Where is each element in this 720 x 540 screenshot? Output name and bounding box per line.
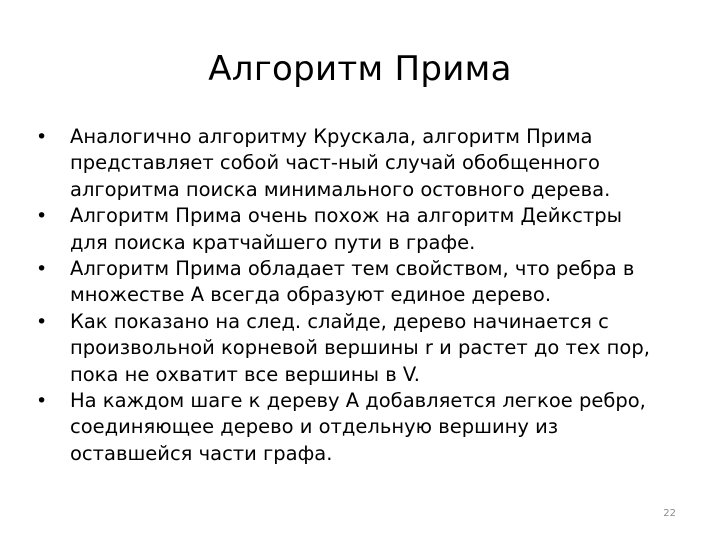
bullet-item bbox=[36, 309, 696, 388]
bullet-item bbox=[36, 388, 696, 467]
slide-title: Алгоритм Прима bbox=[208, 49, 512, 89]
bullet-text: Аналогично алгоритму Крускала, алгоритм Прима представляет собой част-ный случай обобщенного алгоритма поиска минимального остовного дерева. bbox=[70, 125, 611, 201]
bullet-marker: • bbox=[36, 310, 48, 333]
page-number: 22 bbox=[663, 508, 676, 519]
bullet-text: На каждом шаге к дереву A добавляется легкое ребро, соединяющее дерево и отдельную вершину из оставшейся части графа. bbox=[70, 389, 646, 465]
bullet-marker: • bbox=[36, 390, 48, 413]
bullet-item bbox=[36, 124, 696, 203]
bullet-item bbox=[36, 256, 696, 309]
bullet-item bbox=[36, 203, 696, 256]
bullet-text: Алгоритм Прима очень похож на алгоритм Дейкстры для поиска кратчайшего пути в графе. bbox=[70, 204, 623, 254]
bullet-list bbox=[36, 124, 696, 467]
bullet-marker: • bbox=[36, 205, 48, 228]
bullet-text: Как показано на след. слайде, дерево начинается с произвольной корневой вершины r и растет до тех пор, пока не охватит все вершины в V. bbox=[70, 309, 650, 386]
bullet-marker: • bbox=[36, 258, 48, 281]
bullet-marker: • bbox=[36, 126, 48, 148]
bullet-text: Алгоритм Прима обладает тем свойством, что ребра в множестве A всегда образуют единое дерево. bbox=[70, 257, 635, 307]
